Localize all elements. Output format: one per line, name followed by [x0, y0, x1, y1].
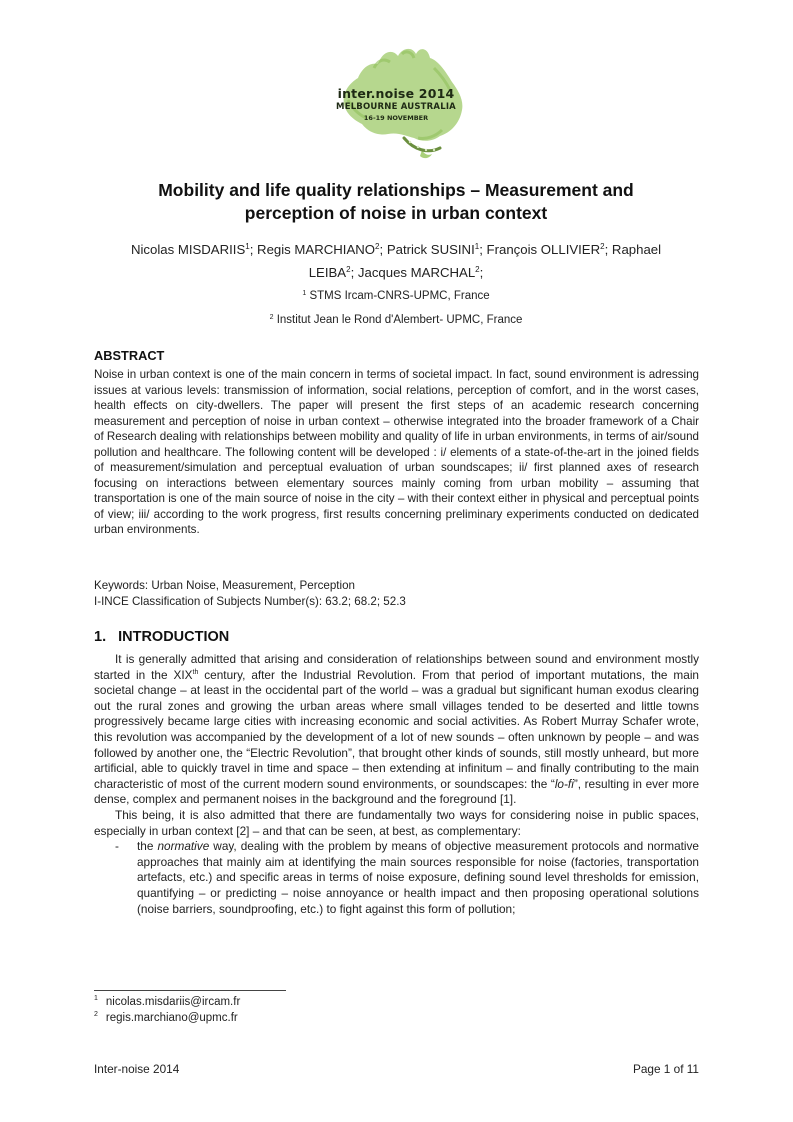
author-line-2: LEIBA$^2$; Jacques MARCHAL$^2$; — [308, 265, 484, 280]
abstract-text: Noise in urban context is one of the main concern in terms of societal impact. In fact, sound environment is adressing issues at various levels: transmission of information, social relations, perception of comfort, and in the worst cases, health effects on city-dwellers. The paper will present the first steps of an academic research concerning measurement and perception of noise in urban context – otherwise integrated into the broader framework of a Chair of Research dealing with relationships between mobility and quality of life in urban environments, in terms of air/sound pollution and healthcare. The following content will be developed : i/ elements of a state-of-the-art in the joined fields of measurement/simulation and perceptual evaluation of urban soundscapes; ii/ first planned axes of research focusing on interactions between elementary sources mainly coming from urban mobility – assuming that transportation is one of the main source of noise in the city – with their context either in physical and perceptual points of view; iii/ according to the work progress, first results concerning preliminary experiments conducted on dedicated urban environments. — [94, 368, 699, 536]
logo-title: inter.noise 2014 — [337, 86, 455, 101]
bullet-dash: - — [115, 839, 119, 854]
footnote-mark: 1 — [94, 995, 98, 1002]
keywords: Keywords: Urban Noise, Measurement, Perception — [94, 579, 355, 592]
conference-logo — [318, 38, 474, 166]
section-title: INTRODUCTION — [118, 629, 230, 645]
title-line-2: perception of noise in urban context — [244, 203, 548, 223]
author-name: Nicolas MISDARIIS — [130, 242, 246, 257]
emphasis: normative — [157, 839, 210, 854]
section-heading — [94, 629, 229, 645]
section-number: 1. — [94, 629, 107, 645]
list-text: the — [137, 839, 158, 854]
affiliation-mark: 2 — [346, 265, 351, 274]
footnote-email[interactable]: nicolas.misdariis@ircam.fr — [105, 996, 241, 1008]
author-first-name: Raphael — [611, 242, 662, 257]
keywords-block — [94, 578, 699, 609]
affiliation-mark: 1 — [302, 290, 307, 297]
list-text: way, dealing with the problem by means of objective measurement protocols and normative approaches that mainly aim at identifying the main sources responsible for noise (factories, transportation artefacts, etc.) and specific areas in terms of noise exposure, defining sound level thresholds for emission, quantifying – or predicting – noise annoyance or health impact and then proposing operational solutions (noise barriers, soundproofing, etc.) to fight against this form of pollution; — [137, 839, 699, 916]
footnote-2 — [94, 1012, 238, 1024]
affiliation-mark: 2 — [600, 242, 605, 251]
superscript: th — [192, 668, 199, 676]
author-line-1: Nicolas MISDARIIS$^1$; Regis MARCHIANO$^2$; Patrick SUSINI$^1$; François OLLIVIER$^2$; Raphael — [130, 242, 662, 257]
author-name: Regis MARCHIANO — [257, 242, 376, 257]
introduction-body — [94, 652, 699, 917]
footnote-email[interactable]: regis.marchiano@upmc.fr — [105, 1012, 238, 1024]
author-list — [106, 238, 686, 284]
classification: I-INCE Classification of Subjects Number(s): 63.2; 68.2; 52.3 — [94, 594, 406, 608]
paper-title — [96, 179, 696, 225]
paragraph-text: century, after the Industrial Revolution. From that period of important mutations, the main societal change – at least in the occidental part of the world – was a gradual but significant human exodus clearing out the rural zones and growing the urban areas where small villages tended to be deserted and little towns progressively became large cities with increasing economic and social activities. As Robert Murray Schafer wrote, this revolution was accompanied by the development of a lot of new sounds – often unknown by people – and was followed by another one, the “Electric Revolution”, that brought other kinds of sounds, still mostly unheard, but more artificial, able to quickly travel in time and space – then extending at infinitum – and finally contributing to the main characteristic of most of the current modern sound environments, or soundscapes: the “ — [94, 667, 699, 791]
affiliation-mark: 2 — [475, 265, 480, 274]
logo-dates: 16-19 NOVEMBER — [363, 114, 429, 122]
author-name: Patrick SUSINI — [386, 242, 475, 257]
author-last-name: LEIBA — [308, 265, 347, 280]
affiliation-text: Institut Jean le Rond d'Alembert- UPMC, France — [276, 314, 523, 326]
abstract-heading: ABSTRACT — [94, 348, 165, 363]
author-name: François OLLIVIER — [486, 242, 601, 257]
affiliation-mark: 1 — [474, 242, 480, 251]
affiliation-text: STMS Ircam-CNRS-UPMC, France — [309, 290, 490, 302]
author-name: Jacques MARCHAL — [357, 265, 476, 280]
footer-conference: Inter-noise 2014 — [94, 1062, 180, 1076]
affiliation-mark: 2 — [375, 242, 380, 251]
affiliation-1 — [96, 290, 696, 302]
list-item — [94, 839, 699, 917]
affiliation-2 — [96, 314, 696, 326]
paragraph-text: ”, resulting in ever more dense, complex and permanent noises in the background and the foreground [1]. — [94, 776, 699, 807]
paragraph — [94, 652, 699, 808]
emphasis: lo-fi — [554, 776, 574, 791]
affiliation-mark: 1 — [245, 242, 250, 251]
affiliation-mark: 2 — [269, 314, 274, 321]
footer-page-number: Page 1 of 11 — [632, 1062, 699, 1076]
title-line-1: Mobility and life quality relationships – Measurement and — [158, 180, 634, 200]
logo-location: MELBOURNE AUSTRALIA — [336, 102, 456, 112]
paragraph-text: It is generally admitted that arising and consideration of relationships between sound and environment mostly started in the XIX — [94, 652, 699, 682]
footnote-divider — [94, 990, 286, 991]
footnote-mark: 2 — [94, 1011, 98, 1018]
paragraph: This being, it is also admitted that there are fundamentally two ways for considering noise in public spaces, especially in urban context [2] – and that can be seen, at best, as complementary: — [94, 807, 699, 838]
footnote-1 — [94, 996, 240, 1008]
